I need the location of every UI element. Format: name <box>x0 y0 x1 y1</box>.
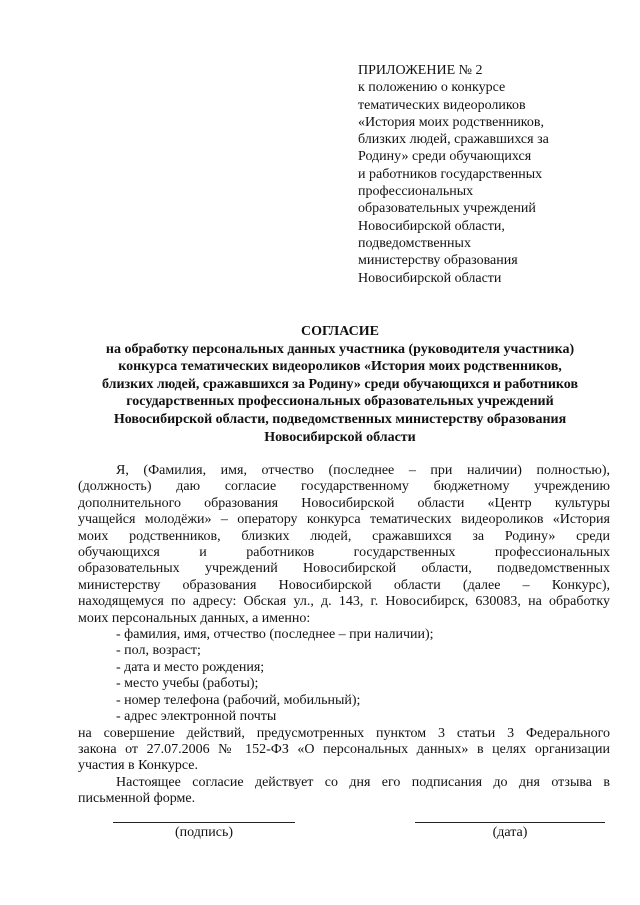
body-line: моих персональных данных, а именно: <box>78 610 311 626</box>
consent-body <box>78 463 610 808</box>
appendix-line: министерству образования <box>358 253 518 269</box>
body-line: находящемуся по адресу: Обская ул., д. 143, г. Новосибирск, 630083, на обработку <box>78 594 610 610</box>
title-line: Новосибирской области, подведомственных министерству образования <box>113 411 567 427</box>
title-line: конкурса тематических видеороликов «История моих родственников, <box>118 359 562 375</box>
body-line: дополнительного образования Новосибирской области «Центр культуры <box>78 495 610 511</box>
signature-line <box>113 822 295 823</box>
title-line: государственных профессиональных образовательных учреждений <box>126 394 554 410</box>
list-item: - дата и место рождения; <box>116 659 265 675</box>
title-heading: СОГЛАСИЕ <box>301 324 379 339</box>
appendix-line: и работников государственных <box>358 166 543 182</box>
body-line: моих родственников, близких людей, сражавшихся за Родину» среди <box>78 528 610 544</box>
appendix-line: подведомственных <box>358 235 471 251</box>
body-line: на совершение действий, предусмотренных пунктом 3 статьи 3 Федерального <box>78 725 610 741</box>
title-line: на обработку персональных данных участника (руководителя участника) <box>105 341 575 357</box>
body-line: закона от 27.07.2006 № 152-ФЗ «О персональных данных» в целях организации <box>78 741 610 757</box>
appendix-line: «История моих родственников, <box>358 114 545 130</box>
date-line <box>415 822 605 823</box>
appendix-line: близких людей, сражавшихся за <box>358 132 549 148</box>
list-item: - адрес электронной почты <box>116 709 277 725</box>
appendix-header <box>358 62 618 287</box>
appendix-line: Родину» среди обучающихся <box>358 149 532 165</box>
list-item: - место учебы (работы); <box>116 676 259 692</box>
body-line: участия в Конкурсе. <box>78 758 198 774</box>
appendix-line: к положению о конкурсе <box>358 80 506 96</box>
signature-caption: (подпись) <box>174 825 234 840</box>
body-line: образовательных учреждений Новосибирской области, подведомственных <box>78 561 610 577</box>
body-line: Я, (Фамилия, имя, отчество (последнее – при наличии) полностью), <box>116 463 610 478</box>
appendix-line: образовательных учреждений <box>358 201 536 217</box>
body-line: Настоящее согласие действует со дня его подписания до дня отзыва в <box>116 774 610 790</box>
date-field <box>415 822 605 842</box>
appendix-line: Новосибирской области <box>358 270 502 286</box>
appendix-line: тематических видеороликов <box>358 97 526 113</box>
title-line: Новосибирской области <box>264 429 416 445</box>
list-item: - пол, возраст; <box>116 643 201 659</box>
signature-field <box>113 822 295 842</box>
appendix-line: ПРИЛОЖЕНИЕ № 2 <box>358 63 483 78</box>
list-item: - номер телефона (рабочий, мобильный); <box>116 692 361 708</box>
appendix-line: Новосибирской области, <box>358 218 505 234</box>
body-line: учащейся молодёжи» – оператору конкурса тематических видеороликов «История <box>78 512 610 528</box>
body-line: обучающихся и работников государственных профессиональных <box>78 545 610 561</box>
document-title <box>60 323 620 446</box>
title-line: близких людей, сражавшихся за Родину» среди обучающихся и работников <box>101 376 578 392</box>
date-caption: (дата) <box>492 825 528 840</box>
list-item: - фамилия, имя, отчество (последнее – при наличии); <box>116 627 434 643</box>
body-line: (должность) даю согласие государственному бюджетному учреждению <box>78 479 610 495</box>
appendix-line: профессиональных <box>358 184 474 200</box>
body-line: письменной форме. <box>78 791 196 807</box>
body-line: министерству образования Новосибирской области (далее – Конкурс), <box>78 577 610 593</box>
